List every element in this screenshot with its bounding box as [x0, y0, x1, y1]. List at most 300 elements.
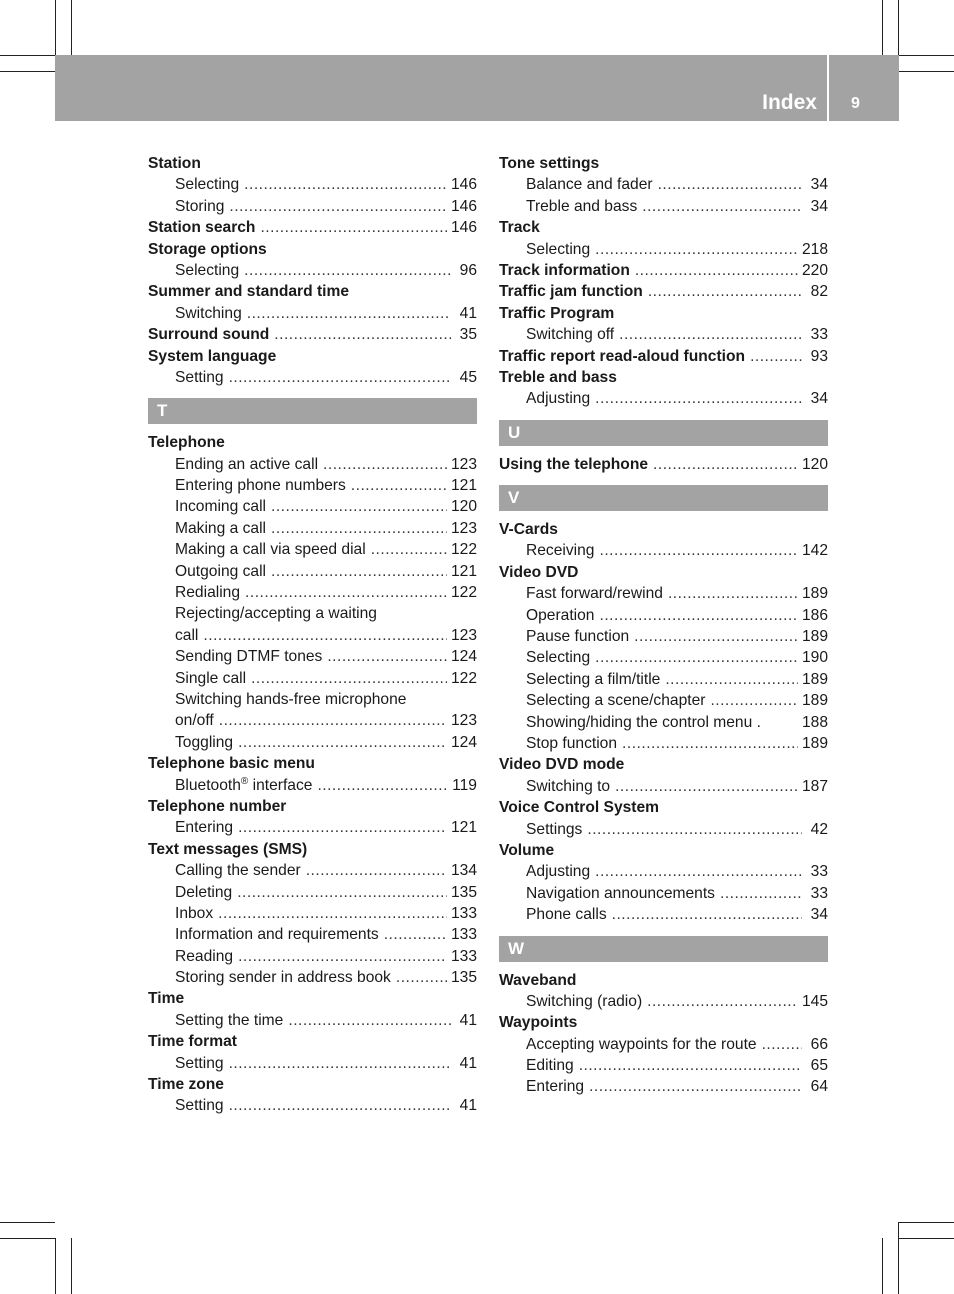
- crop-mark: [71, 1238, 72, 1294]
- index-block: [148, 432, 477, 1117]
- dot-leader: [306, 860, 447, 881]
- dot-leader: [622, 733, 798, 754]
- entry-text: Summer and standard time: [148, 283, 350, 301]
- crop-mark: [899, 1222, 954, 1223]
- entry-text: Editing: [526, 1057, 574, 1075]
- index-entry-heading: [148, 324, 477, 345]
- entry-page: 220: [801, 261, 828, 279]
- index-entry-heading: [499, 754, 828, 775]
- index-entry-heading: [499, 454, 828, 475]
- entry-text: Storing sender in address book: [175, 969, 391, 987]
- entry-text: Fast forward/rewind: [526, 585, 663, 603]
- entry-text: Switching (radio): [526, 992, 643, 1010]
- index-entry-sub: [499, 1076, 828, 1097]
- crop-mark: [0, 71, 55, 72]
- dot-leader: [229, 367, 451, 388]
- entry-page: 33: [810, 884, 828, 902]
- crop-mark: [899, 55, 954, 56]
- index-entry-sub: [499, 991, 828, 1012]
- index-entry-sub: [148, 924, 477, 945]
- index-entry-sub: [148, 967, 477, 988]
- entry-page: 186: [801, 606, 828, 624]
- entry-text: Information and requirements: [175, 926, 379, 944]
- entry-text: Deleting: [175, 883, 233, 901]
- index-entry-sub: [499, 904, 828, 925]
- dot-leader: [247, 303, 451, 324]
- index-column-right: [499, 153, 828, 1098]
- entry-text: Making a call: [175, 519, 267, 537]
- entry-text: Setting: [175, 368, 224, 386]
- index-entry-sub: [148, 668, 477, 689]
- index-entry-heading: [148, 239, 477, 260]
- entry-page: 33: [810, 863, 828, 881]
- dot-leader: [579, 1055, 802, 1076]
- index-entry-heading: [148, 153, 477, 174]
- letter-heading-u: U: [499, 420, 828, 446]
- entry-page: 34: [810, 390, 828, 408]
- entry-text: call: [175, 626, 199, 644]
- crop-mark: [898, 0, 899, 55]
- entry-text: Setting: [175, 1097, 224, 1115]
- index-entry-heading: [499, 797, 828, 818]
- index-entry-sub: [499, 819, 828, 840]
- entry-text: Showing/hiding the control menu .: [526, 713, 761, 731]
- entry-text: Switching: [175, 304, 242, 322]
- letter-heading-w: W: [499, 936, 828, 962]
- entry-text: Setting the time: [175, 1011, 284, 1029]
- entry-page: 41: [459, 1097, 477, 1115]
- dot-leader: [238, 946, 447, 967]
- index-entry-sub: [499, 647, 828, 668]
- entry-text: Treble and bass: [499, 368, 617, 386]
- dot-leader: [634, 626, 798, 647]
- index-entry-sub: [148, 260, 477, 281]
- entry-text: Track information: [499, 261, 630, 279]
- dot-leader: [599, 540, 797, 561]
- entry-text: Selecting: [526, 240, 591, 258]
- dot-leader: [229, 1053, 451, 1074]
- index-entry-sub: [148, 732, 477, 753]
- dot-leader: [587, 819, 802, 840]
- index-entry-sub: [499, 626, 828, 647]
- dot-leader: [595, 388, 802, 409]
- index-entry-sub: [148, 710, 477, 731]
- entry-text: Operation: [526, 606, 595, 624]
- index-entry-heading: [148, 217, 477, 238]
- entry-page: 133: [450, 904, 477, 922]
- index-column-left: [148, 153, 477, 1117]
- entry-text: Switching off: [526, 326, 615, 344]
- index-entry-heading: [148, 796, 477, 817]
- entry-page: 189: [801, 670, 828, 688]
- entry-page: 96: [459, 261, 477, 279]
- entry-text: Selecting: [175, 261, 240, 279]
- entry-page: 120: [450, 498, 477, 516]
- index-entry-heading: [499, 281, 828, 302]
- entry-page: 122: [450, 541, 477, 559]
- index-entry-sub: [148, 539, 477, 560]
- dot-leader: [762, 1034, 802, 1055]
- dot-leader: [218, 903, 447, 924]
- dot-leader: [271, 496, 447, 517]
- entry-page: 124: [450, 648, 477, 666]
- dot-leader: [668, 583, 798, 604]
- index-entry-heading: [499, 367, 828, 388]
- dot-leader: [244, 260, 451, 281]
- index-entry-heading: [499, 303, 828, 324]
- index-entry-sub: [148, 367, 477, 388]
- dot-leader: [653, 454, 798, 475]
- dot-leader: [396, 967, 447, 988]
- entry-text: Outgoing call: [175, 562, 267, 580]
- entry-page: 34: [810, 906, 828, 924]
- dot-leader: [260, 217, 447, 238]
- entry-page: 42: [810, 820, 828, 838]
- index-entry-heading: [499, 346, 828, 367]
- entry-page: 120: [801, 455, 828, 473]
- entry-text: Waveband: [499, 971, 577, 989]
- entry-text: Stop function: [526, 734, 618, 752]
- dot-leader: [612, 904, 802, 925]
- entry-text: Selecting a scene/chapter: [526, 692, 706, 710]
- dot-leader: [288, 1010, 451, 1031]
- entry-page: 189: [801, 585, 828, 603]
- entry-page: 218: [801, 240, 828, 258]
- index-block: [148, 153, 477, 388]
- crop-mark: [55, 1238, 56, 1294]
- dot-leader: [589, 1076, 802, 1097]
- index-entry-heading: [148, 1074, 477, 1095]
- entry-text: Setting: [175, 1054, 224, 1072]
- dot-leader: [599, 605, 797, 626]
- header-divider: [827, 55, 829, 121]
- entry-page: 34: [810, 176, 828, 194]
- index-entry-sub: [499, 733, 828, 754]
- dot-leader: [244, 174, 447, 195]
- index-entry-sub: [148, 518, 477, 539]
- index-entry-sub: [499, 690, 828, 711]
- entry-text: Video DVD: [499, 563, 579, 581]
- dot-leader: [619, 324, 802, 345]
- entry-page: 146: [450, 176, 477, 194]
- index-entry-sub: [148, 1095, 477, 1116]
- dot-leader: [384, 924, 447, 945]
- entry-page: 122: [450, 669, 477, 687]
- entry-text: Tone settings: [499, 155, 600, 172]
- entry-page: 187: [801, 777, 828, 795]
- entry-page: 123: [450, 626, 477, 644]
- entry-text: Incoming call: [175, 498, 267, 516]
- entry-text: Using the telephone: [499, 455, 649, 473]
- entry-text: Making a call via speed dial: [175, 541, 366, 559]
- entry-text: Surround sound: [148, 326, 270, 344]
- page-title: Index: [762, 91, 817, 114]
- index-entry-sub: [148, 454, 477, 475]
- entry-text: Rejecting/accepting a waiting: [175, 605, 377, 623]
- index-entry-sub: [148, 174, 477, 195]
- dot-leader: [595, 861, 802, 882]
- dot-leader: [238, 732, 447, 753]
- entry-page: 123: [450, 455, 477, 473]
- entry-page: 133: [450, 947, 477, 965]
- index-entry-heading: [148, 839, 477, 860]
- index-entry-sub: [499, 1034, 828, 1055]
- entry-text: Inbox: [175, 904, 214, 922]
- entry-text: System language: [148, 347, 277, 365]
- entry-page: 34: [810, 197, 828, 215]
- entry-text: Time format: [148, 1033, 237, 1051]
- dot-leader: [317, 775, 448, 796]
- index-entry-sub: [148, 625, 477, 646]
- crop-mark: [899, 1238, 954, 1239]
- entry-text: Switching hands-free microphone: [175, 690, 407, 708]
- index-block: [499, 454, 828, 475]
- letter-heading-t: T: [148, 398, 477, 424]
- entry-page: 142: [801, 542, 828, 560]
- entry-text: Traffic report read-aloud function: [499, 347, 746, 365]
- entry-text: Station: [148, 155, 201, 172]
- index-entry-heading: [499, 153, 828, 174]
- entry-page: 146: [450, 219, 477, 237]
- entry-text: Video DVD mode: [499, 756, 625, 774]
- entry-page: 190: [801, 649, 828, 667]
- dot-leader: [750, 346, 802, 367]
- dot-leader: [245, 582, 447, 603]
- entry-text: Settings: [526, 820, 583, 838]
- entry-text: Selecting: [526, 649, 591, 667]
- entry-page: 64: [810, 1078, 828, 1096]
- entry-text: Telephone basic menu: [148, 755, 315, 773]
- entry-text: Traffic jam function: [499, 283, 643, 301]
- dot-leader: [237, 882, 447, 903]
- index-entry-sub: [499, 669, 828, 690]
- index-entry-sub: [499, 388, 828, 409]
- crop-mark: [899, 71, 954, 72]
- entry-page: 41: [459, 1011, 477, 1029]
- entry-text: Adjusting: [526, 863, 591, 881]
- index-entry-heading: [499, 217, 828, 238]
- letter-heading-v: V: [499, 485, 828, 511]
- index-entry-sub: [148, 903, 477, 924]
- entry-text: Toggling: [175, 733, 234, 751]
- entry-page: 124: [450, 733, 477, 751]
- index-entry-sub: [148, 603, 477, 624]
- entry-text: Calling the sender: [175, 862, 301, 880]
- entry-text: Text messages (SMS): [148, 840, 308, 858]
- entry-page: 93: [810, 347, 828, 365]
- crop-mark: [882, 0, 883, 55]
- index-entry-sub: [499, 196, 828, 217]
- entry-page: 145: [801, 992, 828, 1010]
- dot-leader: [251, 668, 447, 689]
- crop-mark: [71, 0, 72, 55]
- entry-text: Bluetooth® interface: [175, 775, 313, 794]
- dot-leader: [642, 196, 802, 217]
- index-entry-sub: [148, 882, 477, 903]
- entry-page: 41: [459, 1054, 477, 1072]
- entry-text: Receiving: [526, 542, 595, 560]
- entry-text: Entering phone numbers: [175, 477, 346, 495]
- entry-text: Station search: [148, 219, 256, 237]
- index-entry-heading: [148, 346, 477, 367]
- index-entry-sub: [148, 582, 477, 603]
- entry-text: Telephone: [148, 434, 225, 452]
- entry-page: 65: [810, 1057, 828, 1075]
- entry-text: Reading: [175, 947, 234, 965]
- entry-text: Volume: [499, 841, 555, 859]
- header-banner: [55, 55, 899, 121]
- dot-leader: [219, 710, 447, 731]
- crop-mark: [0, 1238, 55, 1239]
- index-entry-heading: [148, 281, 477, 302]
- entry-text: Entering: [175, 819, 234, 837]
- index-entry-heading: [499, 1012, 828, 1033]
- dot-leader: [229, 196, 447, 217]
- entry-page: 121: [450, 819, 477, 837]
- entry-text: Ending an active call: [175, 455, 319, 473]
- entry-text: Redialing: [175, 584, 241, 602]
- index-entry-sub: [148, 196, 477, 217]
- index-entry-sub: [499, 1055, 828, 1076]
- index-entry-heading: [499, 519, 828, 540]
- entry-text: Time zone: [148, 1076, 224, 1094]
- dot-leader: [595, 647, 798, 668]
- entry-text: Balance and fader: [526, 176, 653, 194]
- entry-text: Voice Control System: [499, 799, 660, 817]
- index-entry-heading: [148, 753, 477, 774]
- page-number: 9: [851, 95, 860, 112]
- dot-leader: [351, 475, 447, 496]
- index-entry-sub: [499, 861, 828, 882]
- entry-text: Selecting a film/title: [526, 670, 661, 688]
- entry-page: 189: [801, 734, 828, 752]
- entry-text: Pause function: [526, 628, 630, 646]
- entry-page: 82: [810, 283, 828, 301]
- dot-leader: [658, 174, 802, 195]
- crop-mark: [898, 1222, 899, 1294]
- entry-page: 135: [450, 969, 477, 987]
- crop-mark: [55, 0, 56, 55]
- entry-text: Time: [148, 990, 185, 1008]
- entry-page: 133: [450, 926, 477, 944]
- index-entry-sub: [499, 712, 828, 733]
- dot-leader: [271, 518, 447, 539]
- index-entry-sub: [148, 496, 477, 517]
- entry-page: 121: [450, 477, 477, 495]
- index-entry-sub: [148, 303, 477, 324]
- entry-text: Traffic Program: [499, 304, 615, 322]
- entry-text: Waypoints: [499, 1014, 578, 1032]
- crop-mark: [0, 1222, 55, 1223]
- index-entry-heading: [499, 970, 828, 991]
- entry-text: Phone calls: [526, 906, 607, 924]
- entry-text: Treble and bass: [526, 197, 638, 215]
- index-entry-heading: [148, 988, 477, 1009]
- dot-leader: [327, 646, 447, 667]
- index-entry-sub: [148, 946, 477, 967]
- entry-page: 146: [450, 197, 477, 215]
- index-block: [499, 519, 828, 925]
- index-entry-heading: [499, 840, 828, 861]
- entry-page: 33: [810, 326, 828, 344]
- dot-leader: [371, 539, 447, 560]
- entry-text: Adjusting: [526, 390, 591, 408]
- entry-page: 41: [459, 304, 477, 322]
- dot-leader: [274, 324, 451, 345]
- index-entry-sub: [148, 1010, 477, 1031]
- entry-text: Storing: [175, 197, 225, 215]
- entry-text: Track: [499, 219, 540, 237]
- index-entry-sub: [499, 883, 828, 904]
- dot-leader: [720, 883, 802, 904]
- crop-mark: [882, 1238, 883, 1294]
- entry-text: Telephone number: [148, 797, 287, 815]
- index-entry-sub: [499, 239, 828, 260]
- entry-page: 35: [459, 326, 477, 344]
- entry-page: 134: [450, 862, 477, 880]
- index-entry-sub: [499, 324, 828, 345]
- index-entry-sub: [499, 583, 828, 604]
- entry-page: 122: [450, 584, 477, 602]
- entry-page: 66: [810, 1035, 828, 1053]
- dot-leader: [595, 239, 798, 260]
- entry-text: Accepting waypoints for the route: [526, 1035, 757, 1053]
- index-entry-sub: [499, 540, 828, 561]
- dot-leader: [665, 669, 798, 690]
- entry-page: 123: [450, 519, 477, 537]
- entry-text: Switching to: [526, 777, 611, 795]
- entry-text: Selecting: [175, 176, 240, 194]
- entry-page: 123: [450, 712, 477, 730]
- entry-page: 135: [450, 883, 477, 901]
- index-entry-sub: [148, 561, 477, 582]
- entry-text: Navigation announcements: [526, 884, 715, 902]
- dot-leader: [647, 991, 798, 1012]
- entry-page: 121: [450, 562, 477, 580]
- index-block: [499, 153, 828, 410]
- entry-text: Single call: [175, 669, 247, 687]
- index-entry-sub: [148, 860, 477, 881]
- index-entry-sub: [148, 1053, 477, 1074]
- index-entry-sub: [148, 689, 477, 710]
- entry-page: 45: [459, 368, 477, 386]
- dot-leader: [203, 625, 447, 646]
- entry-text: Entering: [526, 1078, 585, 1096]
- index-entry-sub: [148, 775, 477, 796]
- index-entry-sub: [148, 817, 477, 838]
- index-entry-sub: [499, 776, 828, 797]
- dot-leader: [271, 561, 447, 582]
- dot-leader: [615, 776, 798, 797]
- index-block: [499, 970, 828, 1098]
- index-entry-heading: [148, 432, 477, 453]
- entry-text: on/off: [175, 712, 214, 730]
- dot-leader: [323, 454, 447, 475]
- entry-page: 189: [801, 628, 828, 646]
- crop-mark: [0, 55, 55, 56]
- index-entry-sub: [148, 475, 477, 496]
- dot-leader: [229, 1095, 451, 1116]
- index-entry-heading: [148, 1031, 477, 1052]
- index-entry-heading: [499, 260, 828, 281]
- dot-leader: [648, 281, 802, 302]
- entry-page: 189: [801, 692, 828, 710]
- entry-text: V-Cards: [499, 521, 558, 539]
- index-entry-heading: [499, 562, 828, 583]
- index-entry-sub: [499, 605, 828, 626]
- dot-leader: [710, 690, 798, 711]
- entry-text: Storage options: [148, 240, 267, 258]
